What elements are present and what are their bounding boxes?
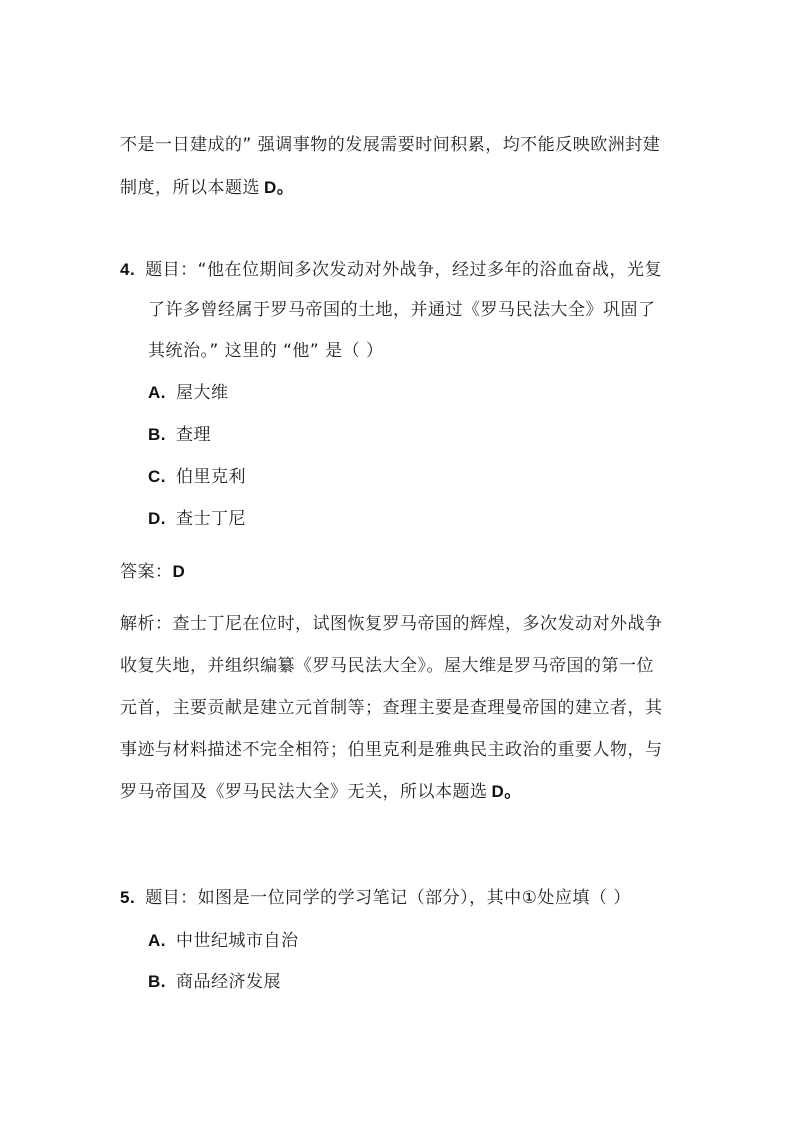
option-text: 查理 — [176, 425, 211, 445]
analysis-text: 罗马帝国及《罗马民法大全》无关，所以本题选 — [120, 782, 488, 802]
option-text: 屋大维 — [176, 383, 229, 403]
q4-number: 4. — [120, 260, 136, 279]
q4-option-c — [148, 465, 246, 489]
q4-analysis-line-3 — [120, 696, 663, 720]
q4-option-b — [148, 423, 211, 447]
analysis-answer-letter: D。 — [491, 782, 522, 801]
option-letter: C. — [148, 467, 166, 486]
analysis-text: 解析：查士丁尼在位时，试图恢复罗马帝国的辉煌，多次发动对外战争 — [120, 614, 663, 634]
q5-stem — [120, 886, 631, 910]
prev-analysis-text: 制度，所以本题选 — [120, 178, 260, 198]
q4-stem-text: 题目：“他在位期间多次发动对外战争，经过多年的浴血奋战，光复 — [145, 260, 662, 280]
q4-stem-line-3 — [148, 339, 384, 363]
option-text: 中世纪城市自治 — [176, 931, 299, 951]
option-text: 查士丁尼 — [176, 509, 246, 529]
q4-stem-text: 其统治。” 这里的 “他” 是（ ） — [148, 341, 384, 361]
q4-stem-text: 了许多曾经属于罗马帝国的土地，并通过《罗马民法大全》巩固了 — [148, 300, 656, 320]
q4-answer — [120, 560, 185, 584]
answer-value: D — [172, 562, 186, 581]
option-text: 伯里克利 — [176, 467, 246, 487]
prev-analysis-line-2 — [120, 176, 294, 200]
prev-answer-letter: D。 — [264, 178, 295, 197]
option-letter: D. — [148, 509, 166, 528]
prev-analysis-line-1 — [120, 133, 660, 157]
option-letter: A. — [148, 383, 166, 402]
q5-option-b — [148, 970, 281, 994]
prev-analysis-text: 不是一日建成的” 强调事物的发展需要时间积累，均不能反映欧洲封建 — [120, 135, 661, 155]
answer-label: 答案： — [120, 562, 173, 582]
q4-analysis-line-2 — [120, 654, 654, 678]
q4-stem-line-2 — [148, 298, 656, 322]
option-text: 商品经济发展 — [176, 972, 281, 992]
option-letter: A. — [148, 931, 166, 950]
q4-option-d — [148, 507, 246, 531]
q4-option-a — [148, 381, 229, 405]
q4-analysis-line-5 — [120, 780, 522, 804]
q4-analysis-line-1 — [120, 612, 663, 636]
analysis-text: 元首，主要贡献是建立元首制等；查理主要是查理曼帝国的建立者，其 — [120, 698, 663, 718]
q4-analysis-line-4 — [120, 738, 663, 762]
q4-stem-line-1 — [120, 258, 662, 282]
q5-option-a — [148, 929, 299, 953]
option-letter: B. — [148, 972, 166, 991]
analysis-text: 事迹与材料描述不完全相符；伯里克利是雅典民主政治的重要人物，与 — [120, 740, 663, 760]
q5-number: 5. — [120, 888, 136, 907]
option-letter: B. — [148, 425, 166, 444]
analysis-text: 收复失地，并组织编纂《罗马民法大全》。屋大维是罗马帝国的第一位 — [120, 656, 654, 676]
q5-stem-text: 题目：如图是一位同学的学习笔记（部分），其中①处应填（ ） — [145, 888, 631, 908]
